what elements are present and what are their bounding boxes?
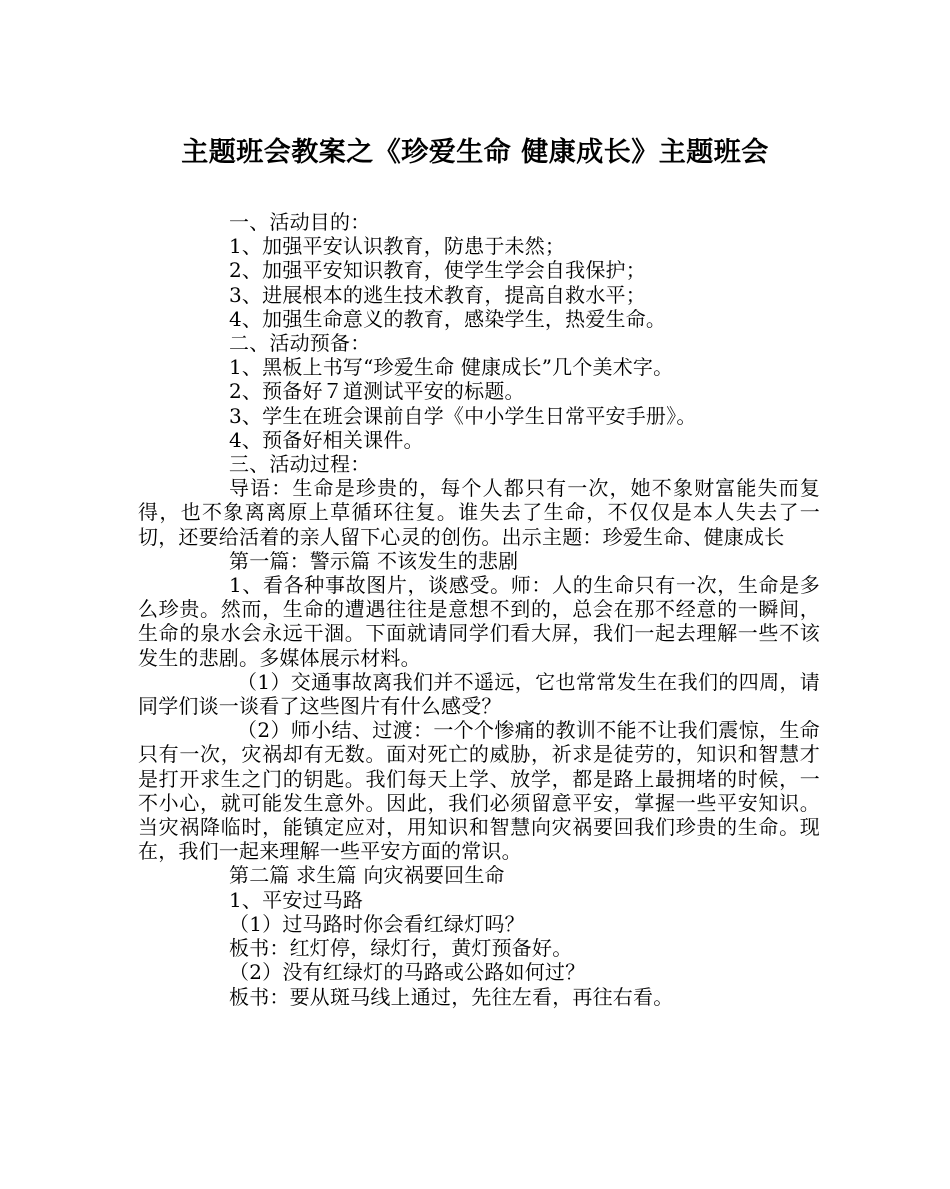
board-note: 板书：红灯停，绿灯行，黄灯预备好。 xyxy=(229,936,573,961)
question-item: （1）过马路时你会看红绿灯吗？ xyxy=(229,911,525,936)
list-item: 1、平安过马路 xyxy=(229,887,364,912)
intro-paragraph: 导语：生命是珍贵的，每个人都只有一次，她不象财富能失而复得，也不象离离原上草循环往复。谁失去了生命，不仅仅是本人失去了一切，还要给活着的亲人留下心灵的创伤。出示主题：珍爱生命、健康成长 xyxy=(138,476,820,549)
paragraph: 1、看各种事故图片，谈感受。师：人的生命只有一次，生命是多么珍贵。然而，生命的遭遇往往是意想不到的，总会在那不经意的一瞬间，生命的泉水会永远干涸。下面就请同学们看大屏，我们一起去理解一些不该发生的悲剧。多媒体展示材料。 xyxy=(138,573,820,670)
list-item: 3、进展根本的逃生技术教育，提高自救水平； xyxy=(229,282,646,307)
list-item: 4、加强生命意义的教育，感染学生，热爱生命。 xyxy=(229,306,667,331)
document-body xyxy=(138,210,820,1009)
document-title: 主题班会教案之《珍爱生命 健康成长》主题班会 xyxy=(181,137,769,168)
list-item: 2、加强平安知识教育，使学生学会自我保护； xyxy=(229,258,646,283)
part-heading-survival: 第二篇 求生篇 向灾祸要回生命 xyxy=(229,863,505,888)
list-item: 4、预备好相关课件。 xyxy=(229,427,424,452)
list-item: 1、黑板上书写“珍爱生命 健康成长”几个美术字。 xyxy=(229,355,674,380)
list-item: 2、预备好７道测试平安的标题。 xyxy=(229,379,525,404)
part-heading-warning: 第一篇：警示篇 不该发生的悲剧 xyxy=(229,548,519,573)
list-item: 1、加强平安认识教育，防患于未然； xyxy=(229,234,566,259)
section-heading-process: 三、活动过程： xyxy=(229,452,371,477)
paragraph: （2）师小结、过渡：一个个惨痛的教训不能不让我们震惊，生命只有一次，灾祸却有无数。面对死亡的威胁，祈求是徒劳的，知识和智慧才是打开求生之门的钥匙。我们每天上学、放学，都是路上最拥堵的时候，一不小心，就可能发生意外。因此，我们必须留意平安，掌握一些平安知识。当灾祸降临时，能镇定应对，用知识和智慧向灾祸要回我们珍贵的生命。现在，我们一起来理解一些平安方面的常识。 xyxy=(138,718,820,864)
question-item: （2）没有红绿灯的马路或公路如何过？ xyxy=(229,960,586,985)
board-note: 板书：要从斑马线上通过，先往左看，再往右看。 xyxy=(229,984,674,1009)
paragraph: （1）交通事故离我们并不遥远，它也常常发生在我们的四周，请同学们谈一谈看了这些图片有什么感受？ xyxy=(138,669,820,719)
section-heading-goals: 一、活动目的： xyxy=(229,210,371,234)
section-heading-preparation: 二、活动预备： xyxy=(229,331,371,356)
list-item: 3、学生在班会课前自学《中小学生日常平安手册》。 xyxy=(229,403,697,428)
